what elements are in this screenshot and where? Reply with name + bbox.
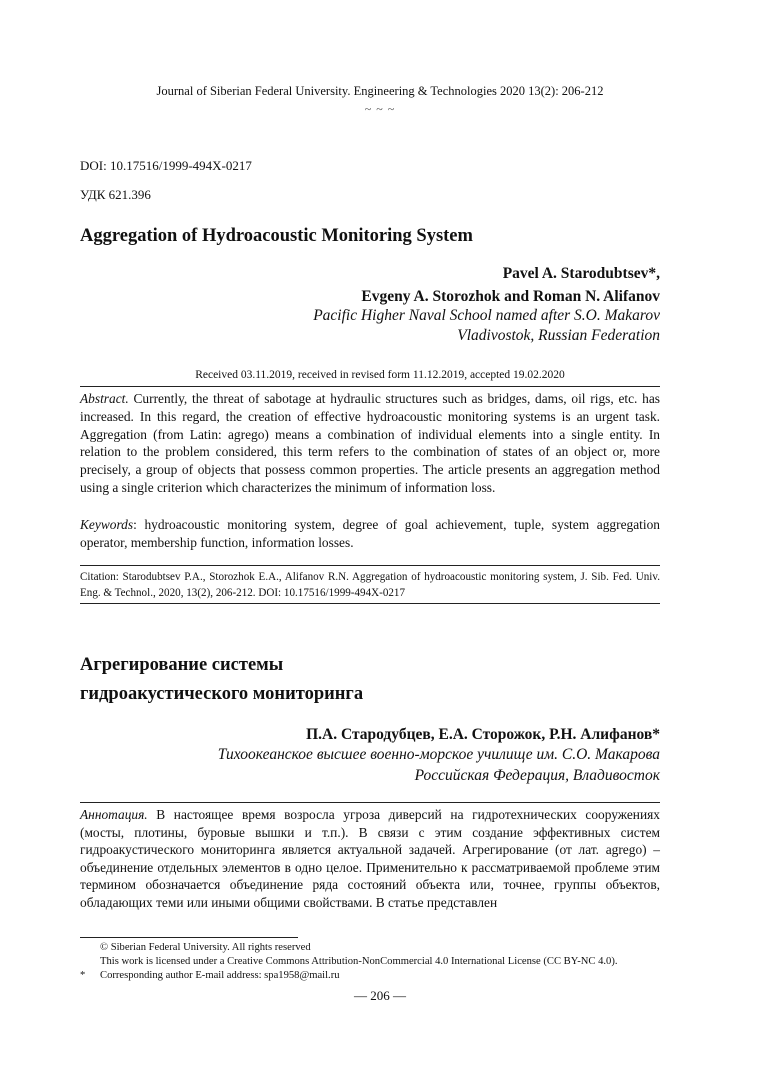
abstract-top-rule (80, 386, 660, 387)
footnote-corresponding-text: Corresponding author E-mail address: spa1958@mail.ru (100, 970, 340, 981)
annotation-ru (80, 806, 660, 912)
affiliation-en-line1: Pacific Higher Naval School named after S.O. Makarov (313, 307, 660, 324)
affiliation-ru-line1: Тихоокеанское высшее военно-морское училище им. С.О. Макарова (217, 746, 660, 763)
article-title-ru-line2: гидроакустического мониторинга (80, 684, 364, 704)
annotation-top-rule (80, 802, 660, 803)
article-title-ru-line1: Агрегирование системы (80, 655, 284, 675)
journal-header: Journal of Siberian Federal University. Engineering & Technologies 2020 13(2): 206-212 (156, 84, 604, 98)
authors-en-line2: Evgeny A. Storozhok and Roman N. Alifanov (361, 288, 660, 305)
citation-bottom-rule (80, 603, 660, 604)
keywords-label: Keywords (80, 517, 134, 532)
header-ornament: ~ ~ ~ (364, 102, 396, 116)
footnotes (80, 941, 680, 983)
page-number: — 206 — (354, 988, 406, 1003)
citation: Citation: Starodubtsev P.A., Storozhok E.A., Alifanov R.N. Aggregation of hydroacoustic monitoring system, J. Sib. Fed. Univ. Eng. & Technol., 2020, 13(2), 206-212. DOI: 10.17516/1999-494X-0217 (80, 571, 660, 599)
footnote-license: This work is licensed under a Creative Commons Attribution-NonCommercial 4.0 International License (CC BY-NC 4.0). (100, 956, 618, 967)
affiliation-ru-line2: Российская Федерация, Владивосток (414, 767, 660, 784)
udk-code: УДК 621.396 (80, 187, 151, 202)
received-dates: Received 03.11.2019, received in revised form 11.12.2019, accepted 19.02.2020 (195, 369, 565, 381)
doi: DOI: 10.17516/1999-494X-0217 (80, 158, 252, 173)
affiliation-en-line2: Vladivostok, Russian Federation (457, 327, 660, 344)
footnote-asterisk: * (80, 970, 86, 981)
authors-en-line1: Pavel A. Starodubtsev*, (502, 265, 660, 282)
annotation-text: В настоящее время возросла угроза диверсий на гидротехнических сооружениях (мосты, плотины, буровые вышки и т.п.). В связи с этим создание эффективных систем гидроакустического мониторинга является актуальной задачей. Агрегирование (от лат. agrego) – объединение отдельных элементов в одно целое. Применительно к рассматриваемой проблеме этим термином обозначается объединение ряда состояний объекта или, точнее, группы объектов, обладающих теми или иными общими свойствами. В статье представлен (80, 807, 660, 910)
abstract-en (80, 390, 660, 497)
keywords-en (80, 516, 660, 552)
footnote-rule (80, 937, 298, 938)
footnote-copyright: © Siberian Federal University. All rights reserved (100, 942, 311, 953)
keywords-text: : hydroacoustic monitoring system, degree of goal achievement, tuple, system aggregation operator, membership function, information losses. (80, 517, 660, 550)
annotation-label: Аннотация. (80, 807, 148, 822)
abstract-label: Abstract. (80, 391, 129, 406)
citation-top-rule (80, 565, 660, 566)
abstract-text: Currently, the threat of sabotage at hydraulic structures such as bridges, dams, oil rigs, etc. has increased. In this regard, the creation of effective hydroacoustic monitoring systems is an urgent task. Aggregation (from Latin: agrego) means a combination of individual elements into a single entity. In relation to the problem considered, this term refers to the combination of states of an object or, more precisely, a group of objects that possess common properties. The article presents an aggregation method using a single criterion which characterizes the minimum of information loss. (80, 391, 660, 495)
authors-ru: П.А. Стародубцев, Е.А. Сторожок, Р.Н. Алифанов* (306, 726, 660, 743)
footnote-corresponding (80, 969, 680, 983)
article-title-en: Aggregation of Hydroacoustic Monitoring System (80, 226, 473, 246)
